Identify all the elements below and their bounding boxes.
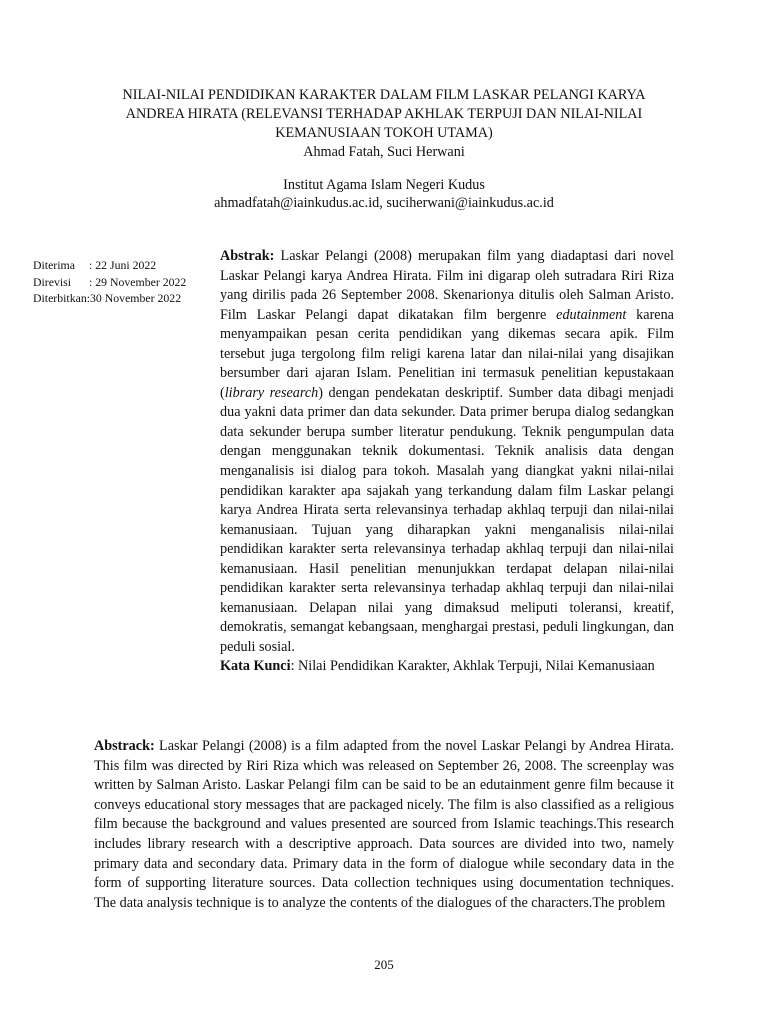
abstract-en-text: Laskar Pelangi (2008) is a film adapted from the novel Laskar Pelangi by Andrea Hirata. This film was directed by Riri Riza which was released on September 26, 2008. The screenplay was written by Salman Aristo. Laskar Pelangi film can be said to be an edutainment genre film because it conveys educational story messages that are packaged nicely. The film is also classified as a religious film because the background and values presented are sourced from Islamic teachings.This research includes library research with a descriptive approach. Data sources are divided into two, namely primary data and secondary data. Primary data in the form of dialogue while secondary data in the form of supporting literature sources. Data collection techniques using documentation techniques. The data analysis technique is to analyze the contents of the dialogues of the characters.The problem (94, 738, 674, 911)
title-line-3: KEMANUSIAAN TOKOH UTAMA) (275, 125, 493, 141)
keywords (220, 657, 674, 677)
abstrak-italic-term: library research (224, 384, 319, 401)
date-received (33, 257, 208, 274)
institution: Institut Agama Islam Negeri Kudus (283, 177, 485, 193)
keywords-text: : Nilai Pendidikan Karakter, Akhlak Terpuji, Nilai Kemanusiaan (290, 658, 655, 675)
author-emails: ahmadfatah@iainkudus.ac.id, suciherwani@iainkudus.ac.id (214, 195, 554, 211)
page-number: 205 (374, 957, 394, 972)
abstrak-paragraph (220, 247, 674, 657)
abstract-en-label: Abstrack: (94, 738, 155, 754)
abstrak-label: Abstrak: (220, 248, 275, 264)
article-title (80, 86, 688, 143)
keywords-label: Kata Kunci (220, 658, 291, 675)
abstrak-text: Laskar Pelangi (2008) merupakan film yang diadaptasi dari novel Laskar Pelangi karya Andrea Hirata. Film ini digarap oleh sutradara Riri Riza yang dirilis pada 26 September 2008. Skenarionya ditulis oleh Salman Aristo. Film Laskar Pelangi dapat dikatakan film bergenre (220, 248, 674, 323)
title-line-2: ANDREA HIRATA (RELEVANSI TERHADAP AKHLAK TERPUJI DAN NILAI-NILAI (125, 106, 643, 122)
abstrak-italic-term: edutainment (556, 306, 627, 323)
authors: Ahmad Fatah, Suci Herwani (303, 144, 465, 160)
date-value: :30 November 2022 (86, 291, 182, 305)
title-line-1: NILAI-NILAI PENDIDIKAN KARAKTER DALAM FILM LASKAR PELANGI KARYA (122, 87, 646, 103)
abstrak-text: ) dengan pendekatan deskriptif. Sumber data dibagi menjadi dua yakni data primer dan data sekunder. Data primer berupa dialog sedangkan data sekunder berupa sumber literatur pendukung. Teknik pengumpulan data dengan menggunakan teknik dokumentasi. Teknik analisis data dengan menganalisis isi dialog para tokoh. Masalah yang diangkat yakni nilai-nilai pendidikan karakter apa sajakah yang terkandung dalam film Laskar pelangi karya Andrea Hirata serta relevansinya terhadap akhlaq terpuji dan nilai-nilai kemanusiaan. Tujuan yang diharapkan yakni menganalisis nilai-nilai pendidikan karakter serta relevansinya terhadap akhlaq terpuji dan nilai-nilai kemanusiaan. Hasil penelitian menunjukkan terdapat delapan nilai-nilai pendidikan karakter serta relevansinya terhadap akhlaq terpuji dan nilai-nilai kemanusiaan. Delapan nilai yang dimaksud meliputi toleransi, kreatif, demokratis, semangat kebangsaan, menghargai prestasi, peduli lingkungan, dan peduli sosial. (220, 384, 674, 655)
abstract-english (94, 737, 674, 913)
date-value: : 29 November 2022 (89, 274, 187, 289)
date-value: : 22 Juni 2022 (89, 258, 157, 272)
abstrak-text: karena menyampaikan pesan cerita pendidikan yang dikemas secara apik. Film tersebut juga tergolong film religi karena latar dan nilai-nilai yang disajikan bersumber dari ajaran Islam. Penelitian ini termasuk penelitian kepustakaan ( (220, 306, 674, 401)
date-label: Diterbitkan (33, 291, 87, 305)
date-label: Direvisi (33, 274, 72, 289)
date-published (33, 290, 208, 307)
abstract-indonesian (220, 247, 674, 677)
date-revised (33, 274, 208, 291)
article-dates (33, 257, 208, 307)
date-label: Diterima (33, 258, 75, 272)
